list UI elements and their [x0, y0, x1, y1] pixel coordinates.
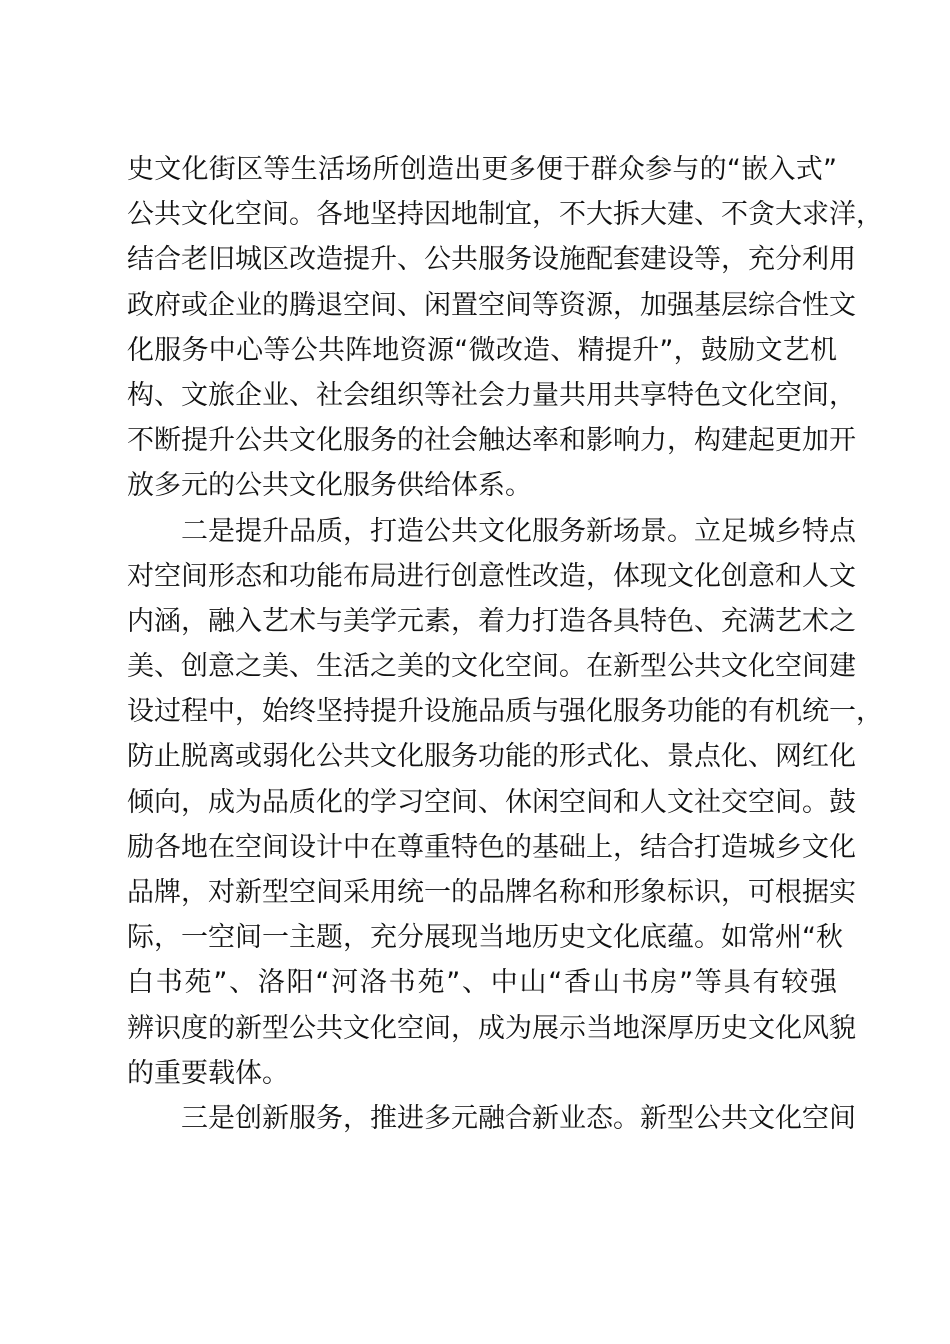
paragraph-3 — [127, 1096, 856, 1141]
paragraph-line: 公共文化空间。各地坚持因地制宜，不大拆大建、不贪大求洋， — [127, 199, 883, 231]
paragraph-2 — [127, 509, 883, 1096]
paragraph-line: 白书苑”、洛阳“河洛书苑”、中山“香山书房”等具有较强 — [127, 967, 837, 999]
paragraph-line: 倾向，成为品质化的学习空间、休闲空间和人文社交空间。鼓 — [127, 786, 856, 818]
paragraph-line: 不断提升公共文化服务的社会触达率和影响力，构建起更加开 — [127, 425, 856, 457]
paragraph-line: 对空间形态和功能布局进行创意性改造，体现文化创意和人文 — [127, 560, 856, 592]
paragraph-line: 际，一空间一主题，充分展现当地历史文化底蕴。如常州“秋 — [127, 922, 843, 954]
paragraph-line: 励各地在空间设计中在尊重特色的基础上，结合打造城乡文化 — [127, 831, 856, 863]
paragraph-line: 设过程中，始终坚持提升设施品质与强化服务功能的有机统一， — [127, 696, 883, 728]
paragraph-line: 内涵，融入艺术与美学元素，着力打造各具特色、充满艺术之 — [127, 605, 856, 637]
paragraph-line: 的重要载体。 — [127, 1057, 289, 1089]
paragraph-line: 三是创新服务，推进多元融合新业态。新型公共文化空间 — [181, 1102, 856, 1134]
body-text — [127, 147, 883, 1141]
paragraph-line: 二是提升品质，打造公共文化服务新场景。立足城乡特点 — [181, 515, 856, 547]
paragraph-line: 放多元的公共文化服务供给体系。 — [127, 470, 532, 502]
paragraph-line: 品牌，对新型空间采用统一的品牌名称和形象标识，可根据实 — [127, 877, 856, 908]
paragraph-line: 史文化街区等生活场所创造出更多便于群众参与的“嵌入式” — [127, 154, 837, 185]
paragraph-line: 政府或企业的腾退空间、闲置空间等资源，加强基层综合性文 — [127, 289, 856, 321]
paragraph-1 — [127, 147, 883, 509]
paragraph-line: 构、文旅企业、社会组织等社会力量共用共享特色文化空间， — [127, 379, 856, 411]
paragraph-line: 化服务中心等公共阵地资源“微改造、精提升”，鼓励文艺机 — [127, 334, 837, 366]
paragraph-line: 美、创意之美、生活之美的文化空间。在新型公共文化空间建 — [127, 651, 856, 683]
paragraph-line: 结合老旧城区改造提升、公共服务设施配套建设等，充分利用 — [127, 244, 856, 276]
paragraph-line: 辨识度的新型公共文化空间，成为展示当地深厚历史文化风貌 — [127, 1012, 856, 1044]
paragraph-line: 防止脱离或弱化公共文化服务功能的形式化、景点化、网红化 — [127, 741, 856, 773]
